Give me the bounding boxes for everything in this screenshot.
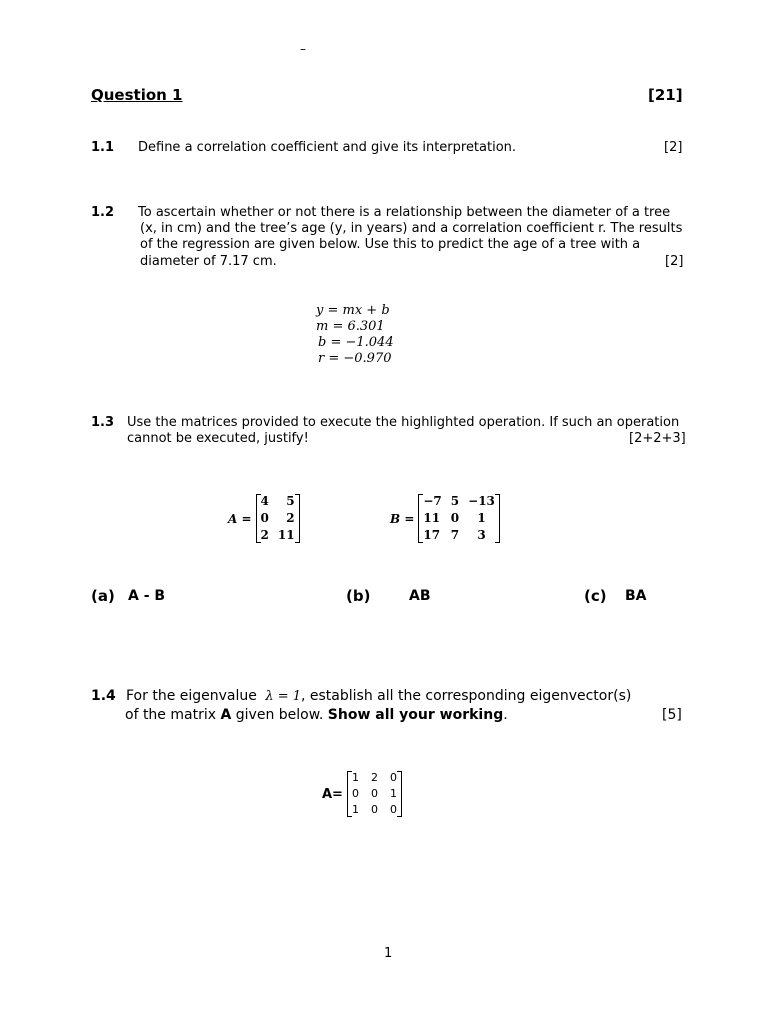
part-a-operation: A - B xyxy=(128,588,166,604)
q1-4-number: 1.4 xyxy=(91,688,116,704)
part-a-label: (a) xyxy=(91,587,115,605)
q1-2-number: 1.2 xyxy=(91,205,115,220)
matrix-cell: 5 xyxy=(286,494,295,508)
eigen-matrix-label: A= xyxy=(322,786,343,802)
matrix-cell: 1 xyxy=(389,787,397,800)
q1-3-line-1: Use the matrices provided to execute the highlighted operation. If such an operation xyxy=(127,415,680,430)
q1-4-line-2-end: . xyxy=(503,707,508,723)
page-number: 1 xyxy=(384,946,393,961)
correlation-value: r = −0.970 xyxy=(318,351,392,366)
matrix-cell: 0 xyxy=(370,787,378,800)
question-total-marks: [21] xyxy=(648,86,683,104)
q1-1-text: Define a correlation coefficient and give its interpretation. xyxy=(138,140,517,155)
matrix-cell: 0 xyxy=(370,803,378,816)
matrix-cell: 2 xyxy=(260,528,269,542)
matrix-cell: 11 xyxy=(277,528,295,542)
q1-4-line-2-pre: of the matrix xyxy=(125,707,221,723)
q1-2-line-4: diameter of 7.17 cm. xyxy=(140,254,277,269)
matrix-b-label: B = xyxy=(390,511,415,526)
q1-4-marks: [5] xyxy=(662,707,682,723)
q1-4-matrix-ref: A xyxy=(220,707,232,723)
matrix-cell: 0 xyxy=(389,771,397,784)
q1-3-marks: [2+2+3] xyxy=(629,431,686,446)
q1-4-line-2-mid: given below. xyxy=(231,707,328,723)
eigenvalue: λ = 1 xyxy=(265,689,301,704)
q1-4-line-1 xyxy=(126,688,631,704)
matrix-a-label: A = xyxy=(228,511,252,526)
matrix-cell: 11 xyxy=(423,511,441,525)
matrix-cell: −13 xyxy=(468,494,495,508)
intercept-value: b = −1.044 xyxy=(318,335,394,350)
matrix-cell: 5 xyxy=(450,494,460,508)
matrix-a-body xyxy=(256,494,300,543)
matrix-cell: 0 xyxy=(351,787,359,800)
q1-4-instruction: Show all your working xyxy=(327,707,504,723)
eigen-matrix-body xyxy=(347,771,402,817)
part-c-label: (c) xyxy=(584,587,607,605)
part-b-label: (b) xyxy=(346,587,371,605)
slope-value: m = 6.301 xyxy=(316,319,385,334)
eigen-matrix-a xyxy=(322,771,402,817)
q1-2-line-1: To ascertain whether or not there is a relationship between the diameter of a tree xyxy=(138,205,671,220)
q1-3-number: 1.3 xyxy=(91,415,115,430)
matrix-cell: 3 xyxy=(477,528,486,542)
matrix-cell: 17 xyxy=(423,528,441,542)
matrix-cell: 1 xyxy=(351,803,359,816)
matrix-b-body xyxy=(418,494,500,543)
matrix-cell: 7 xyxy=(450,528,460,542)
matrix-cell: 0 xyxy=(260,511,269,525)
q1-2-line-2: (x, in cm) and the tree’s age (y, in years) and a correlation coefficient r. The results xyxy=(140,221,683,236)
part-c-operation: BA xyxy=(625,588,647,604)
header-mark: – xyxy=(300,42,306,56)
q1-1-number: 1.1 xyxy=(91,140,115,155)
matrix-cell: 1 xyxy=(351,771,359,784)
matrix-cell: 0 xyxy=(389,803,397,816)
q1-2-marks: [2] xyxy=(665,254,684,269)
matrix-cell: −7 xyxy=(423,494,442,508)
q1-1-marks: [2] xyxy=(664,140,683,155)
q1-4-line-2 xyxy=(125,707,508,723)
matrix-cell: 2 xyxy=(286,511,295,525)
matrix-cell: 2 xyxy=(370,771,378,784)
part-b-operation: AB xyxy=(409,588,431,604)
q1-4-line-1-post: , establish all the corresponding eigenvector(s) xyxy=(301,688,632,704)
matrix-cell: 4 xyxy=(260,494,269,508)
q1-4-line-1-pre: For the eigenvalue xyxy=(126,688,257,704)
q1-2-line-3: of the regression are given below. Use this to predict the age of a tree with a xyxy=(140,237,641,252)
regression-equation: y = mx + b xyxy=(316,303,390,318)
q1-3-line-2: cannot be executed, justify! xyxy=(127,431,309,446)
matrix-cell: 1 xyxy=(477,511,486,525)
matrix-b xyxy=(390,494,500,543)
matrix-cell: 0 xyxy=(450,511,460,525)
question-title: Question 1 xyxy=(91,86,183,104)
matrix-a xyxy=(228,494,300,543)
